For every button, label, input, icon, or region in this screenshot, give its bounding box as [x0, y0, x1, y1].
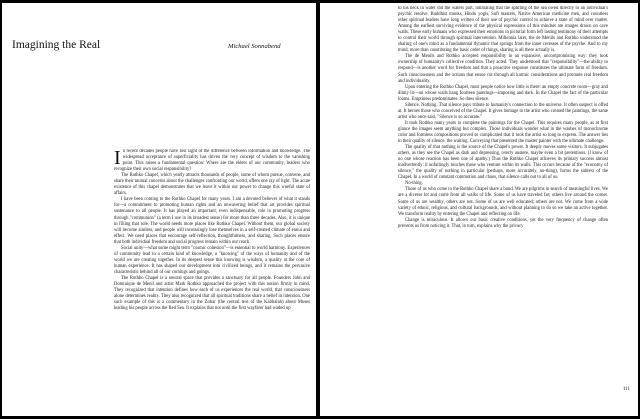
paragraph: Change is miraculous. It allows our basic creative conditions, yet the very frequency of change often prevents us from noticing it. That, in turn, explains why the privacy	[398, 217, 608, 229]
left-page	[2, 3, 316, 416]
right-text-column	[398, 6, 608, 411]
right-page	[320, 3, 638, 416]
paragraph: It took Rothko many years to complete the paintings for the Chapel. This requires many people, as at first glance the images seem anything but complex. Those individuals wonder what in the washes of monochrome color and formless compositions proved so complicated that it took the artist so long to express. The answer lies in their quality of silence, the waiting. Conveying that presented the master painter with the ultimate challenge.	[398, 120, 608, 145]
paragraph: The quality of that nothing is the source of the Chapel's power. It deeply moves some visitors. It subjugates others, as they see the Chapel as dark and depressing, overly austere, maybe even a bit pretentious. (I know of no one whose reaction has been one of apathy.) Thus the Rothko Chapel achieves its primary success almost inadvertently: it unfailingly touches those who venture within its walls. This occurs because of the "economy of silence," the quality of nothing in particular (perhaps, more accurately, no-thing), forms the subtext of the Chapel. In a world of constant commotion and chaos, that silence calls out to all of us.	[398, 145, 608, 181]
page-number: 111	[622, 387, 630, 392]
drop-cap: I	[114, 149, 121, 169]
paragraph: Those of us who come to the Rothko Chapel share a bond. We are pilgrims in search of meaningful lives. We are a diverse lot and come from all walks of life. Some of us have traveled far; others live around the corner. Some of us are wealthy, others are not. Some of us are well educated; others are not. We come from a wide variety of ethnic, religious, and cultural backgrounds, and without planning to do so we take an active together. We transform reality by entering the Chapel and reflecting on life.	[398, 187, 608, 217]
paragraph-text: n recent decades people have lost sight of the difference between information and knowledge. The widespread acceptance of superficiality has driven the very concept of wisdom to the vanishing point. This raises a fundamental question: Where are the elders of our community, leaders who recognize their own social responsibility?	[114, 149, 310, 173]
paragraph: The Rothko Chapel is a neutral space that provides a sanctuary for all people. Founders John and Dominique de Menil and artist Mark Rothko approached the project with this notion firmly in mind. They recognized that intention defines how each of us experiences the real world, that consciousness alone determines reality. They also recognized that all spiritual traditions share a belief in intention. One such example of this is a commentary in the Zohar (the central text of the Kabbalah) about Moses leading his people across the Red Sea. It explains that not until the first wayfarer had waded up	[114, 275, 310, 312]
paragraph: No-thing.	[405, 181, 423, 187]
paragraph: to his neck in water did the waters part, intimating that the splitting of the sea owed directly to an individual's psychic resolve. Buddhist monks, Hindu yogis, Sufi masters, Native American medicine men, and countless other spiritual leaders have long written of their use of psychic control to achieve a state of mind over matter. Among the earliest surviving evidence of the physical expressions of this mindset are images drawn on cave walls. These early humans who expressed their emotions in pictorial form left lasting testimony of their attempts to control their world through spiritual intervention. Millennia later, the de Menils and Rothko understood the sharing of one's mind as a fundamental dynamic that springs from the inner recesses of the psyche. And to my mind, more than constituting the basic order of things, sharing is all there actually is.	[398, 6, 608, 54]
article-title: Imagining the Real	[12, 39, 101, 51]
left-text-column	[114, 149, 310, 414]
paragraph	[114, 149, 310, 173]
paragraph: Social unity—what some might term "cosmic cohesion"—is essential to world harmony. Experiences of community lead to a certain kind of knowledge, a "knowing" of the ways of humanity and of the world we are creating together. In its deepest sense this knowing is wisdom, a quality at the core of human experience. It has shaped our development into civilized beings, and it remains the pervasive characteristic behind all of our comings and goings.	[114, 245, 310, 275]
paragraph: The Rothko Chapel, which yearly attracts thousands of people, some of whom pursue, convene, and share their mutual concerns about the challenges confronting our world, offers one ray of light. The acute existence of this chapel demonstrates that we leave it within our power to change this woeful state of affairs.	[114, 173, 310, 197]
paragraph: Silence. Nothing. That silence pays tribute to humanity's connection to the universe. It often suspect is offed at. It heroes those who conceived of the Chapel. It gives homage to the artist who created the paintings, the same artist who once said, "Silence is so accurate."	[398, 102, 608, 120]
paragraph: Upon entering the Rothko Chapel, most people notice how little is there: an empty concrete room—gray and dimly lit—on whose walls hang fourteen paintings—imposing and dark. In the Chapel the fact of the particular looms. Emptiness predominates. So does silence.	[398, 84, 608, 102]
paragraph: I have been coming to the Rothko Chapel for many years. I am a devoted believer of what it stands for—a commitment to promoting human rights and an unwavering belief that art provides spiritual sustenance to all people. It has played an important, even indispensable, role in promoting progress through "communion" (a term I use in its broadest sense) for more than three decades. Also, it is unique in filling that role. The world needs more places like Rothko Chapel. Without them, our global society will become aimless, and people will increasingly lose themselves in a self-created climate of ennui and effect. We need places that encourage self-reflection, thoughtfulness, and sharing. Such places ensure that both individual freedom and social progress remain within our reach.	[114, 197, 310, 245]
paragraph: The de Menils and Rothko accepted responsibility in an expansive, uncompromising way: they took ownership of humanity's collective condition. They acted. They understood that "responsibility"—the ability to respond—is another word for freedom and that a proactive response constitutes the ultimate form of freedom. Such consciousness and the actions that ensue cut through all karmic considerations and promote real freedom and individuality.	[398, 54, 608, 84]
author-name: Michael Sonnabend	[228, 43, 281, 50]
